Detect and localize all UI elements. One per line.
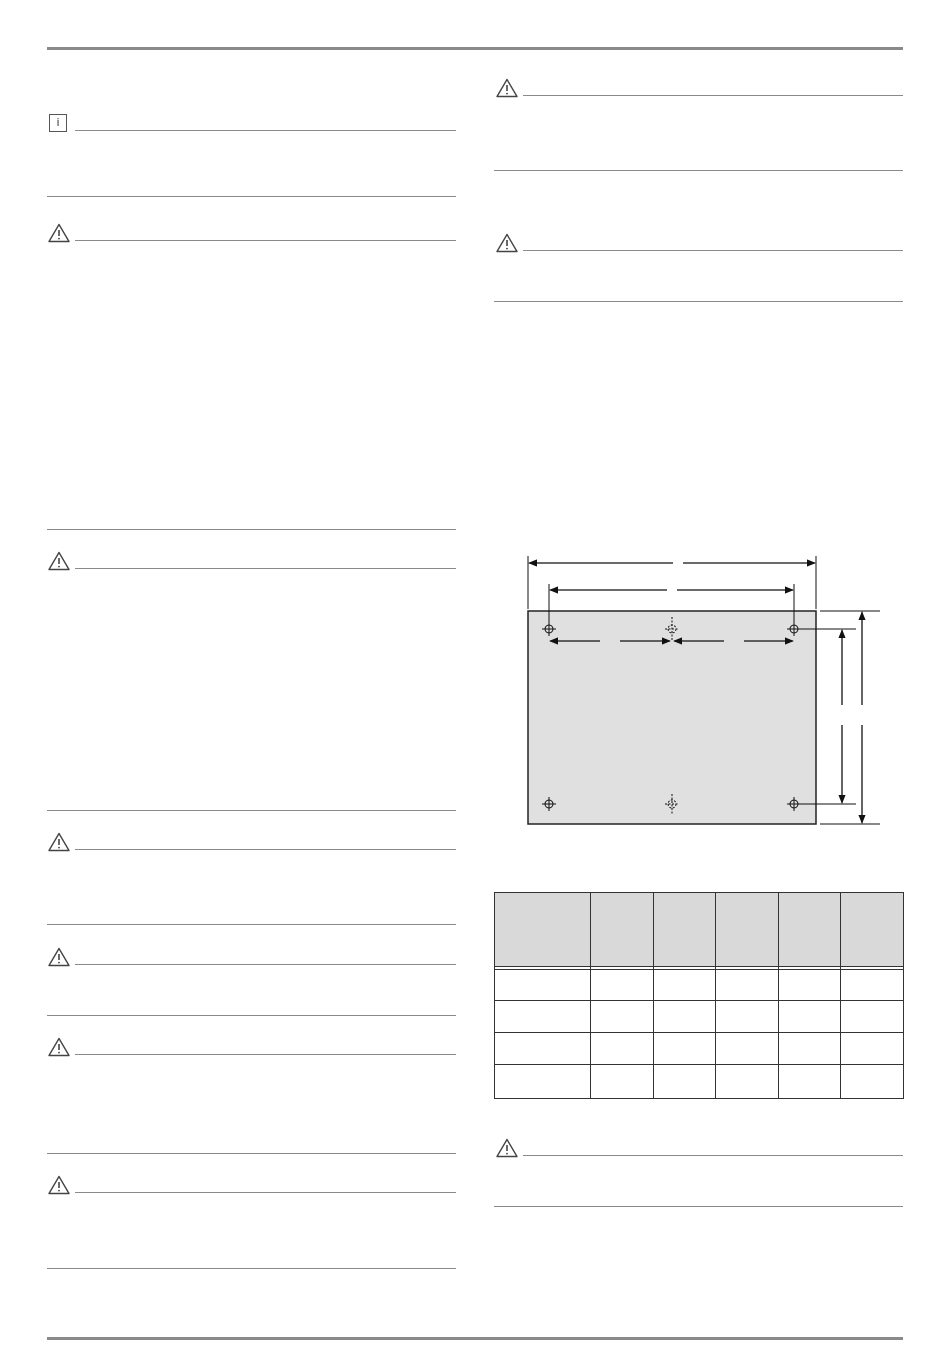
mounting-plate-drawing [505, 548, 890, 833]
table-border [494, 1098, 904, 1099]
note-heading-line [523, 1155, 903, 1156]
section-separator [47, 924, 456, 925]
section-separator [494, 301, 903, 302]
table-header-row [494, 892, 904, 967]
section-separator [494, 170, 903, 171]
section-separator [47, 810, 456, 811]
table-header-rule [494, 969, 904, 970]
table-column-rule [653, 892, 654, 1099]
warning-triangle-icon [48, 1037, 70, 1057]
warning-triangle-icon [48, 1175, 70, 1195]
warning-triangle-icon [48, 223, 70, 243]
note-heading-line [75, 568, 456, 569]
section-separator [47, 529, 456, 530]
info-icon: i [49, 114, 67, 132]
warning-triangle-icon [48, 832, 70, 852]
table-column-rule [778, 892, 779, 1099]
warning-triangle-icon [496, 1138, 518, 1158]
section-separator [47, 196, 456, 197]
note-heading-line [75, 1054, 456, 1055]
mounting-plate [528, 611, 816, 824]
note-heading-line [523, 250, 903, 251]
warning-triangle-icon [48, 947, 70, 967]
note-heading-line [75, 240, 456, 241]
table-row-rule [494, 1064, 904, 1065]
note-heading-line [75, 964, 456, 965]
note-heading-line [523, 95, 903, 96]
section-separator [47, 1153, 456, 1154]
section-separator [47, 1268, 456, 1269]
bottom-rule [47, 1337, 903, 1340]
table-column-rule [590, 892, 591, 1099]
table-border [903, 892, 904, 1099]
section-separator [47, 1015, 456, 1016]
table-border [494, 892, 495, 1099]
note-heading-line [75, 849, 456, 850]
table-row-rule [494, 1000, 904, 1001]
warning-triangle-icon [496, 78, 518, 98]
table-row-rule [494, 1032, 904, 1033]
warning-triangle-icon [496, 233, 518, 253]
table-border [494, 892, 904, 893]
table-column-rule [715, 892, 716, 1099]
note-heading-line [75, 130, 456, 131]
dimensions-table [494, 892, 904, 1099]
table-column-rule [840, 892, 841, 1099]
note-heading-line [75, 1192, 456, 1193]
warning-triangle-icon [48, 551, 70, 571]
section-separator [494, 1206, 903, 1207]
table-header-rule [494, 966, 904, 967]
top-rule [47, 47, 903, 50]
